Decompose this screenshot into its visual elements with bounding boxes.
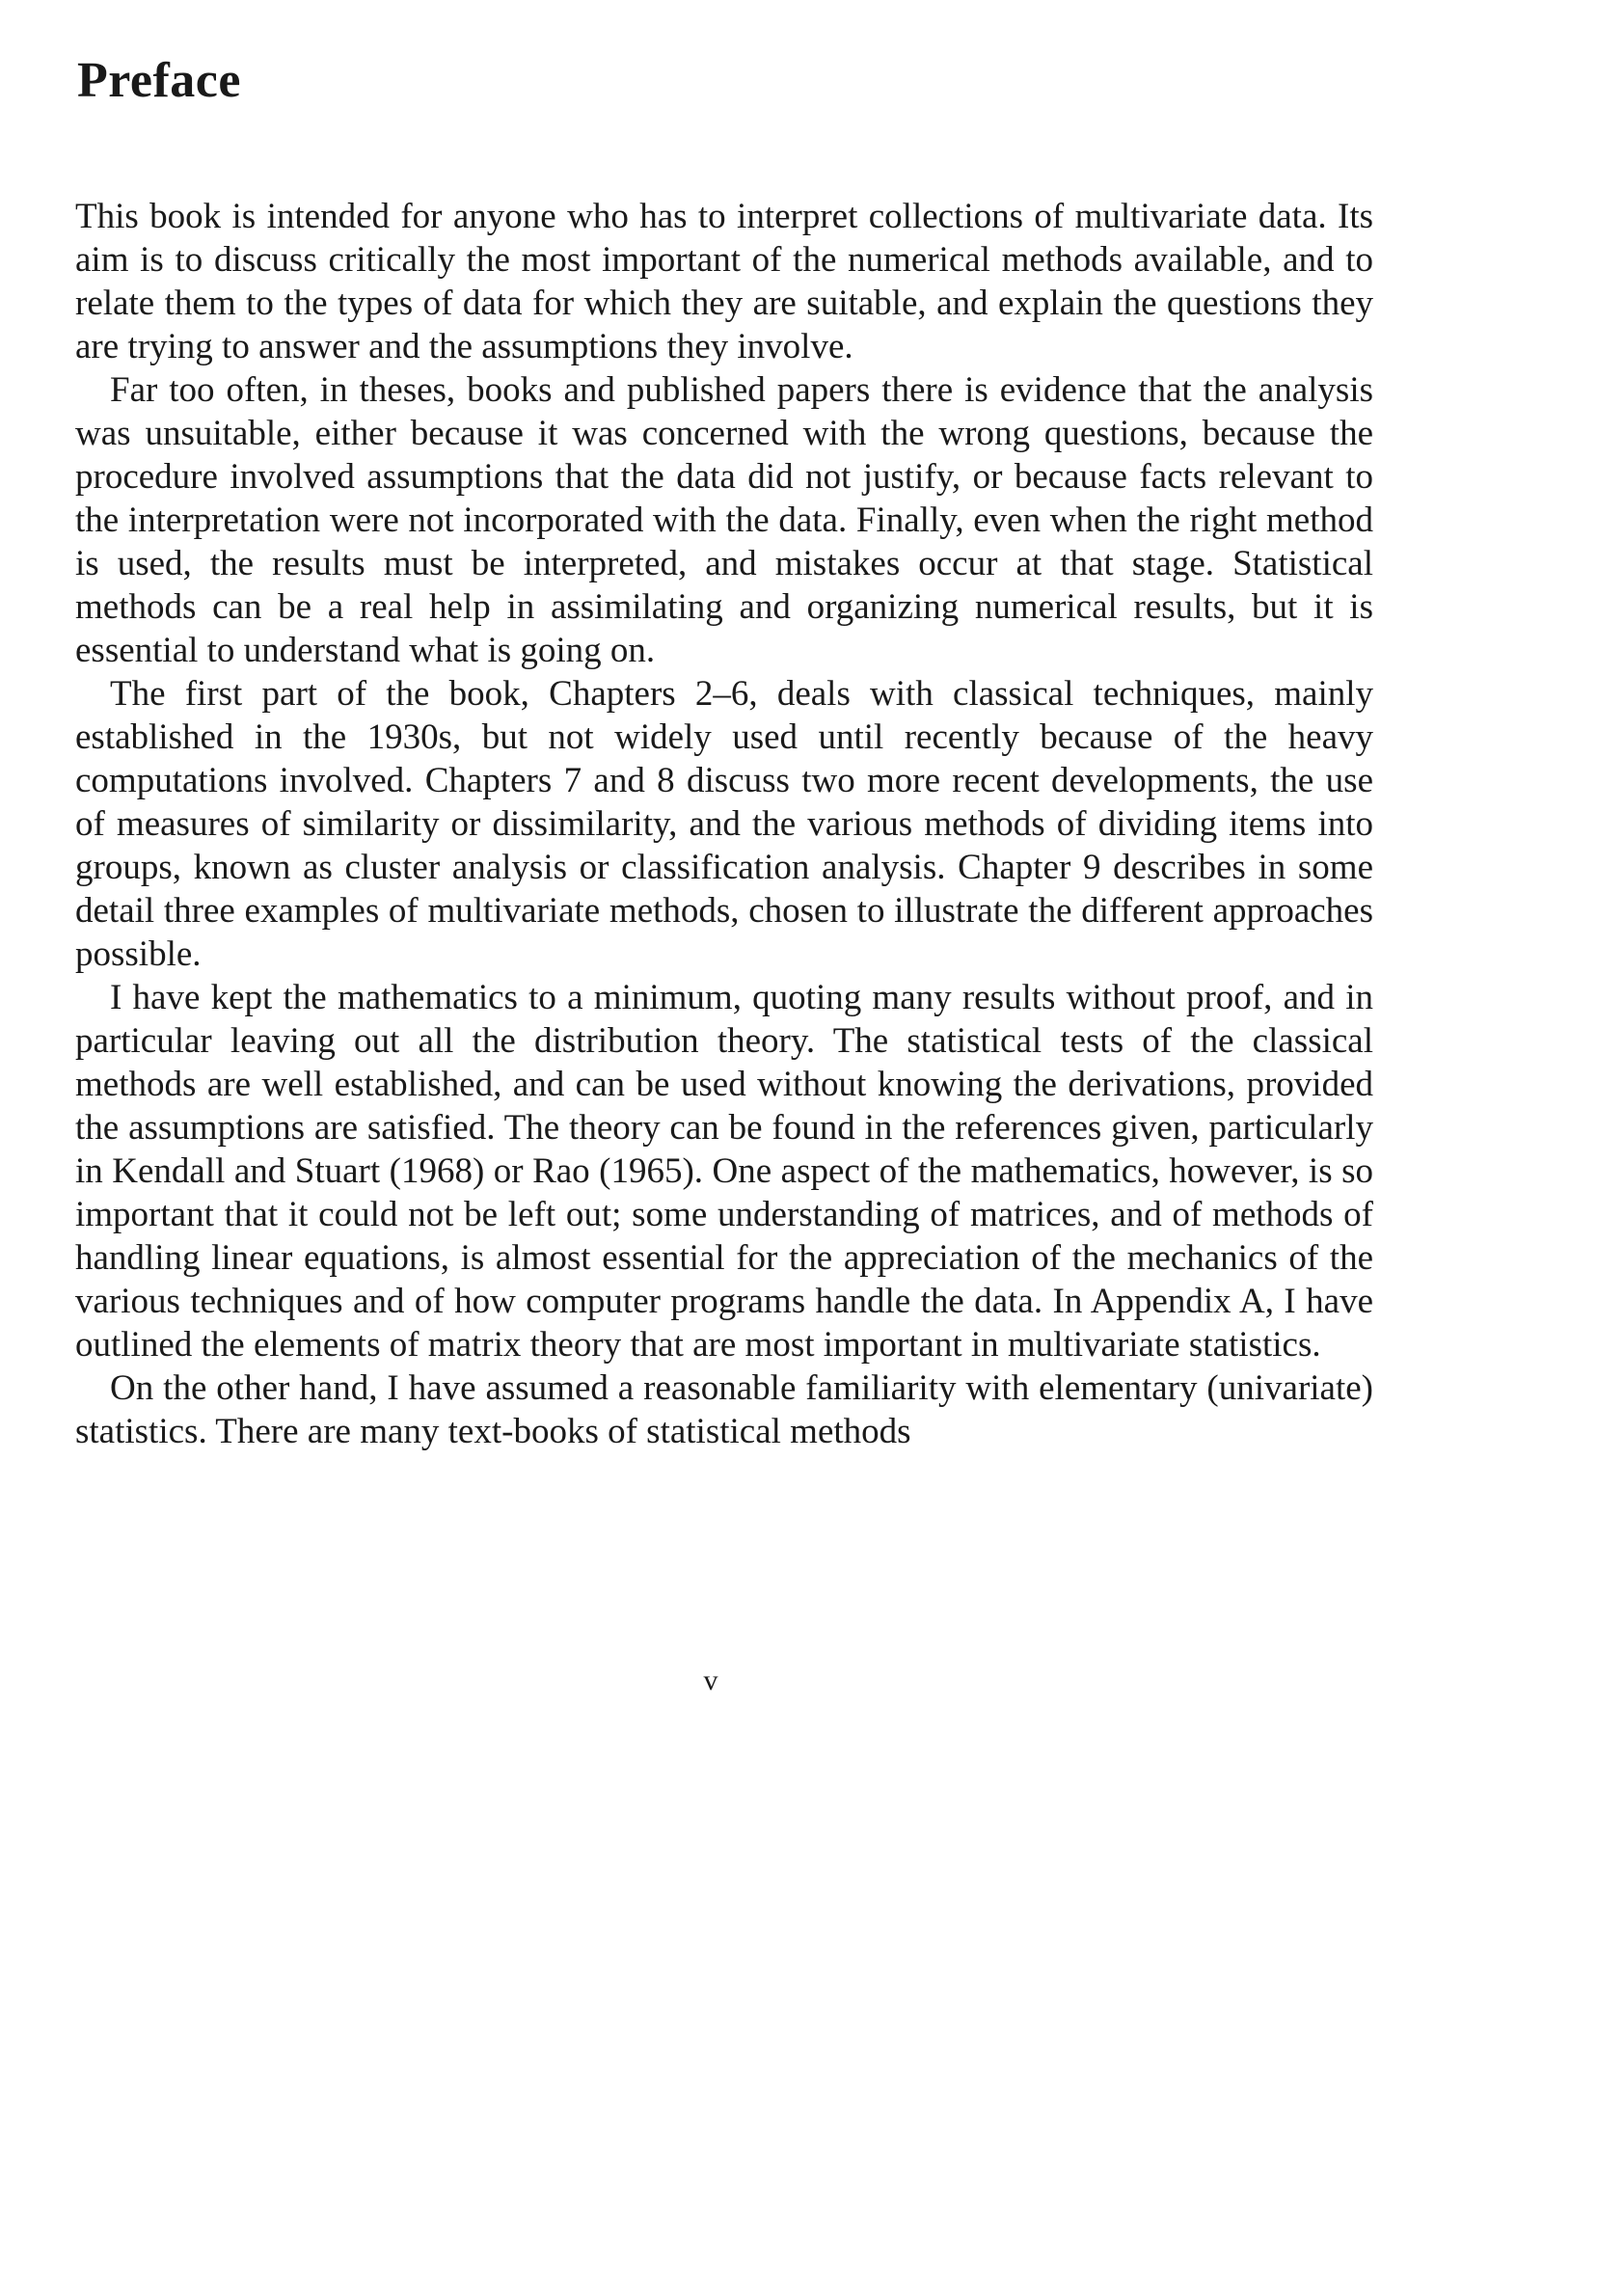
paragraph-analysis: Far too often, in theses, books and published papers there is evidence that the analysis was unsuitable, either because it was concerned with the wrong questions, because the procedure involved assumptions that the data did not justify, or because facts relevant to the interpretation were not incorporated with the data. Finally, even when the right method is used, the results must be interpreted, and mistakes occur at that stage. Statistical methods can be a real help in assimilating and organizing numerical results, but it is essential to understand what is going on. bbox=[75, 370, 1373, 670]
page-number: v bbox=[703, 1664, 718, 1696]
page-title: Preface bbox=[77, 53, 241, 108]
paragraph-intro: This book is intended for anyone who has to interpret collections of multivariate data. Its aim is to discuss critically the most important of the numerical methods available, and to relate them to the types of data for which they are suitable, and explain the questions they are trying to answer and the assumptions they involve. bbox=[75, 197, 1373, 366]
paragraph-chapters: The first part of the book, Chapters 2–6, deals with classical techniques, mainly established in the 1930s, but not widely used until recently because of the heavy computations involved. Chapters 7 and 8 discuss two more recent developments, the use of measures of similarity or dissimilarity, and the various methods of dividing items into groups, known as cluster analysis or classification analysis. Chapter 9 describes in some detail three examples of multivariate methods, chosen to illustrate the different approaches possible. bbox=[75, 674, 1373, 974]
paragraph-mathematics: I have kept the mathematics to a minimum, quoting many results without proof, and in particular leaving out all the distribution theory. The statistical tests of the classical methods are well established, and can be used without knowing the derivations, provided the assumptions are satisfied. The theory can be found in the references given, particularly in Kendall and Stuart (1968) or Rao (1965). One aspect of the mathematics, however, is so important that it could not be left out; some understanding of matrices, and of methods of handling linear equations, is almost essential for the appreciation of the mechanics of the various techniques and of how computer programs handle the data. In Appendix A, I have outlined the elements of matrix theory that are most important in multivariate statistics. bbox=[75, 978, 1373, 1365]
paragraph-statistics: On the other hand, I have assumed a reasonable familiarity with elementary (univariate) statistics. There are many text-books of statistical methods bbox=[75, 1368, 1373, 1451]
body-text bbox=[75, 195, 1373, 1453]
